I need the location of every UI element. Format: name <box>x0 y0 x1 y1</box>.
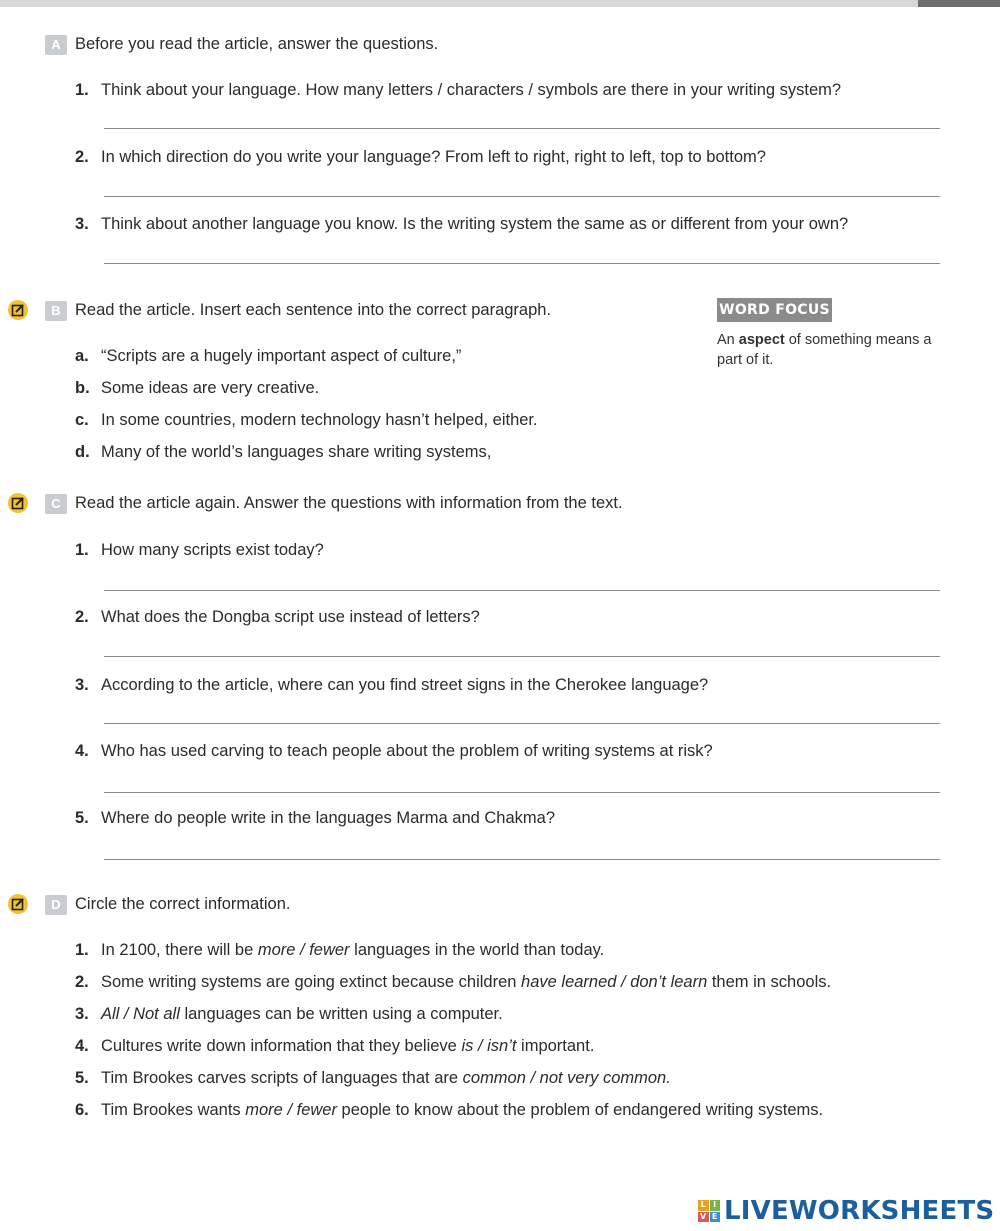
pencil-icon <box>8 300 28 320</box>
section-letter-b: B <box>45 301 67 321</box>
question-text: In which direction do you write your language? From left to right, right to left, top to bottom? <box>101 148 766 166</box>
question-number: 3. <box>75 215 89 233</box>
circle-item <box>101 1069 671 1088</box>
logo-mark-letter: V <box>698 1212 709 1223</box>
sentence-item[interactable]: “Scripts are a hugely important aspect of culture,” <box>101 347 462 365</box>
item-number: 1. <box>75 941 89 959</box>
item-label: d. <box>75 443 90 461</box>
question-number: 4. <box>75 742 89 760</box>
question-text: What does the Dongba script use instead of letters? <box>101 608 480 626</box>
definition-keyword: aspect <box>738 332 785 348</box>
question-text: Where do people write in the languages Marma and Chakma? <box>101 809 556 827</box>
circle-item <box>101 1037 594 1056</box>
answer-line[interactable] <box>104 656 940 657</box>
section-d-title: Circle the correct information. <box>75 895 291 913</box>
question-number: 1. <box>75 81 89 99</box>
item-text: languages in the world than today. <box>349 941 605 959</box>
item-label: b. <box>75 379 90 397</box>
definition-text: An <box>717 332 739 348</box>
item-label: c. <box>75 411 89 429</box>
section-c-title: Read the article again. Answer the questions with information from the text. <box>75 494 623 512</box>
answer-options[interactable]: All / Not all <box>101 1005 180 1023</box>
logo-text: LIVEWORKSHEETS <box>724 1196 995 1226</box>
circle-item <box>101 973 831 992</box>
logo-mark-letter: I <box>710 1200 721 1211</box>
section-letter-d: D <box>45 895 67 915</box>
item-text: languages can be written using a computer. <box>179 1005 503 1023</box>
answer-line[interactable] <box>104 196 940 197</box>
question-number: 3. <box>75 676 89 694</box>
question-number: 2. <box>75 148 89 166</box>
answer-line[interactable] <box>104 590 940 591</box>
definition-text: of something means a part of it. <box>717 332 932 368</box>
question-text: How many scripts exist today? <box>101 541 324 559</box>
answer-line[interactable] <box>104 128 940 129</box>
question-number: 1. <box>75 541 89 559</box>
answer-options[interactable]: more / fewer <box>245 1101 337 1119</box>
pencil-icon <box>8 493 28 513</box>
question-text: Think about your language. How many letters / characters / symbols are there in your writing system? <box>101 81 842 99</box>
word-focus-definition <box>717 330 947 370</box>
item-text: Tim Brookes carves scripts of languages that are <box>101 1069 463 1087</box>
item-number: 3. <box>75 1005 89 1023</box>
pencil-icon <box>8 894 28 914</box>
item-text: important. <box>516 1037 595 1055</box>
section-b-title: Read the article. Insert each sentence into the correct paragraph. <box>75 301 552 319</box>
item-text: them in schools. <box>707 973 832 991</box>
circle-item <box>101 1101 823 1120</box>
sentence-item[interactable]: Many of the world’s languages share writing systems, <box>101 443 492 461</box>
logo-mark-letter: L <box>698 1200 709 1211</box>
answer-line[interactable] <box>104 792 940 793</box>
item-text: Cultures write down information that they believe <box>101 1037 462 1055</box>
section-letter-a: A <box>45 35 67 55</box>
liveworksheets-logo[interactable] <box>698 1196 994 1226</box>
answer-options[interactable]: common / not very common. <box>462 1069 671 1087</box>
item-text: Tim Brookes wants <box>101 1101 246 1119</box>
answer-line[interactable] <box>104 859 940 860</box>
section-letter-c: C <box>45 494 67 514</box>
answer-line[interactable] <box>104 263 940 264</box>
sentence-item[interactable]: Some ideas are very creative. <box>101 379 320 397</box>
answer-options[interactable]: is / isn’t <box>461 1037 517 1055</box>
circle-item <box>101 941 604 960</box>
question-text: Think about another language you know. Is the writing system the same as or different from your own? <box>101 215 849 233</box>
item-text: In 2100, there will be <box>101 941 258 959</box>
sentence-item[interactable]: In some countries, modern technology hasn’t helped, either. <box>101 411 538 429</box>
top-bar-tab <box>918 0 1000 7</box>
item-number: 4. <box>75 1037 89 1055</box>
logo-mark-icon <box>698 1200 720 1222</box>
question-number: 2. <box>75 608 89 626</box>
item-number: 2. <box>75 973 89 991</box>
question-text: According to the article, where can you find street signs in the Cherokee language? <box>101 676 709 694</box>
top-bar <box>0 0 1000 7</box>
question-text: Who has used carving to teach people about the problem of writing systems at risk? <box>101 742 713 760</box>
answer-options[interactable]: more / fewer <box>257 941 350 959</box>
item-label: a. <box>75 347 89 365</box>
logo-mark-letter: E <box>710 1212 721 1223</box>
answer-options[interactable]: have learned / don’t learn <box>521 973 708 991</box>
answer-line[interactable] <box>104 723 940 724</box>
item-number: 6. <box>75 1101 89 1119</box>
question-number: 5. <box>75 809 89 827</box>
word-focus-label: WORD FOCUS <box>717 298 832 322</box>
item-number: 5. <box>75 1069 89 1087</box>
item-text: Some writing systems are going extinct because children <box>101 973 522 991</box>
circle-item <box>101 1005 503 1024</box>
item-text: people to know about the problem of endangered writing systems. <box>336 1101 824 1119</box>
section-a-title: Before you read the article, answer the questions. <box>75 35 439 53</box>
